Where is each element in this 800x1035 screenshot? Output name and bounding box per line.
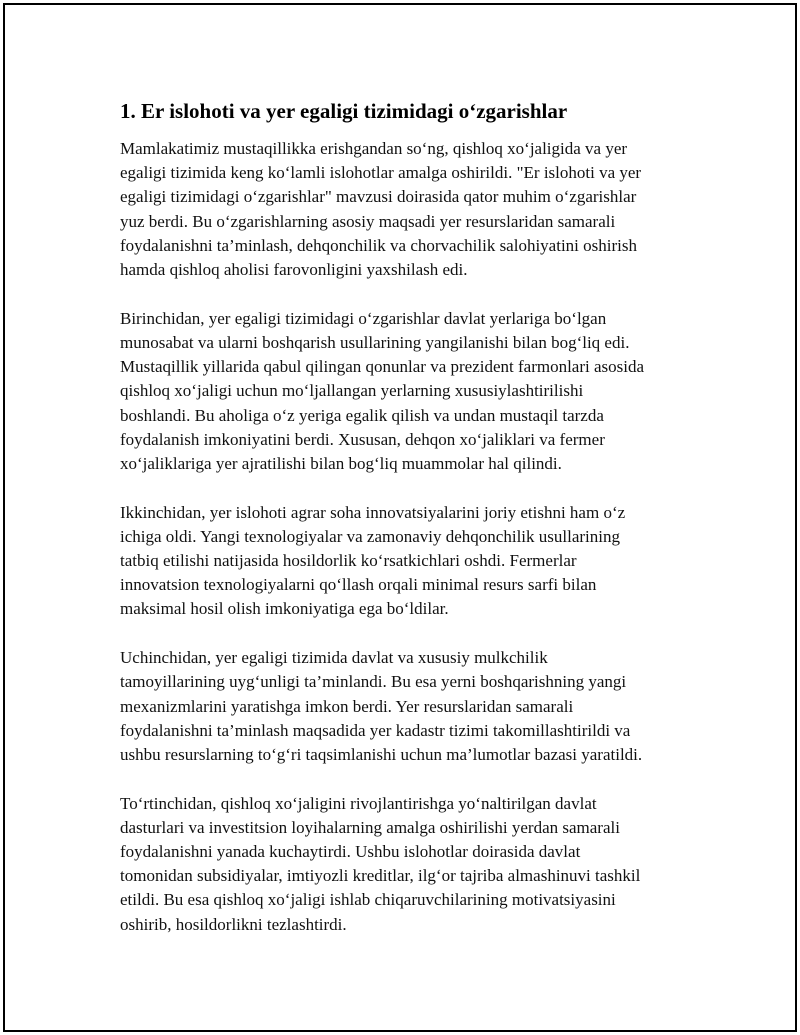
paragraph-line: yuz berdi. Bu o‘zgarishlarning asosiy maqsadi yer resurslaridan samarali [120, 211, 616, 231]
paragraph-line: egaligi tizimidagi o‘zgarishlar" mavzusi doirasida qator muhim o‘zgarishlar [120, 187, 637, 207]
paragraph-line: munosabat va ularni boshqarish usullarining yangilanishi bilan bog‘liq edi. [120, 332, 630, 352]
paragraph-line: boshlandi. Bu aholiga o‘z yeriga egalik qilish va undan mustaqil tarzda [120, 405, 604, 425]
paragraph-line: ichiga oldi. Yangi texnologiyalar va zamonaviy dehqonchilik usullarining [120, 526, 620, 546]
paragraph-fourth-point [120, 792, 700, 937]
paragraph-line: foydalanish imkoniyatini berdi. Xususan, dehqon xo‘jaliklari va fermer [120, 429, 605, 449]
paragraph-line: qishloq xo‘jaligi uchun mo‘ljallangan yerlarning xususiylashtirilishi [120, 381, 584, 401]
paragraph-first-point [120, 307, 700, 476]
paragraph-line: innovatsion texnologiyalarni qo‘llash orqali minimal resurs sarfi bilan [120, 575, 597, 595]
paragraph-line: oshirib, hosildorlikni tezlashtirdi. [120, 914, 347, 934]
section-title: 1. Er islohoti va yer egaligi tizimidagi o‘zgarishlar [120, 99, 568, 123]
paragraph-line: Birinchidan, yer egaligi tizimidagi o‘zgarishlar davlat yerlariga bo‘lgan [120, 308, 607, 328]
paragraph-line: tomonidan subsidiyalar, imtiyozli kreditlar, ilg‘or tajriba almashinuvi tashkil [120, 866, 641, 886]
paragraph-line: tatbiq etilishi natijasida hosildorlik ko‘rsatkichlari oshdi. Fermerlar [120, 551, 577, 571]
paragraph-second-point [120, 501, 700, 622]
paragraph-line: foydalanishni ta’minlash, dehqonchilik va chorvachilik salohiyatini oshirish [120, 235, 637, 255]
paragraph-line: Mamlakatimiz mustaqillikka erishgandan so‘ng, qishloq xo‘jaligida va yer [120, 139, 628, 158]
page-frame [3, 3, 797, 1032]
paragraph-line: ushbu resurslarning to‘g‘ri taqsimlanishi uchun ma’lumotlar bazasi yaratildi. [120, 744, 643, 764]
paragraph-line: hamda qishloq aholisi farovonligini yaxshilash edi. [120, 260, 468, 280]
paragraph-line: mexanizmlarini yaratishga imkon berdi. Yer resurslaridan samarali [120, 696, 574, 716]
paragraph-intro [120, 137, 700, 282]
paragraph-line: tamoyillarining uyg‘unligi ta’minlandi. Bu esa yerni boshqarishning yangi [120, 672, 627, 692]
paragraph-line: foydalanishni ta’minlash maqsadida yer kadastr tizimi takomillashtirildi va [120, 720, 631, 740]
paragraph-line: Ikkinchidan, yer islohoti agrar soha innovatsiyalarini joriy etishni ham o‘z [120, 502, 626, 522]
paragraph-line: maksimal hosil olish imkoniyatiga ega bo‘ldilar. [120, 599, 449, 619]
paragraph-line: foydalanishni yanada kuchaytirdi. Ushbu islohotlar doirasida davlat [120, 842, 581, 862]
paragraph-line: Mustaqillik yillarida qabul qilingan qonunlar va prezident farmonlari asosida [120, 357, 645, 377]
paragraph-third-point [120, 646, 700, 767]
document-body [120, 97, 700, 961]
paragraph-line: etildi. Bu esa qishloq xo‘jaligi ishlab chiqaruvchilarining motivatsiyasini [120, 890, 616, 910]
paragraph-line: Uchinchidan, yer egaligi tizimida davlat va xususiy mulkchilik [120, 648, 548, 668]
paragraph-line: dasturlari va investitsion loyihalarning amalga oshirilishi yerdan samarali [120, 817, 620, 837]
paragraph-line: To‘rtinchidan, qishloq xo‘jaligini rivojlantirishga yo‘naltirilgan davlat [120, 793, 597, 813]
paragraph-line: egaligi tizimida keng ko‘lamli islohotlar amalga oshirildi. "Er islohoti va yer [120, 163, 642, 183]
paragraph-line: xo‘jaliklariga yer ajratilishi bilan bog‘liq muammolar hal qilindi. [120, 453, 562, 473]
